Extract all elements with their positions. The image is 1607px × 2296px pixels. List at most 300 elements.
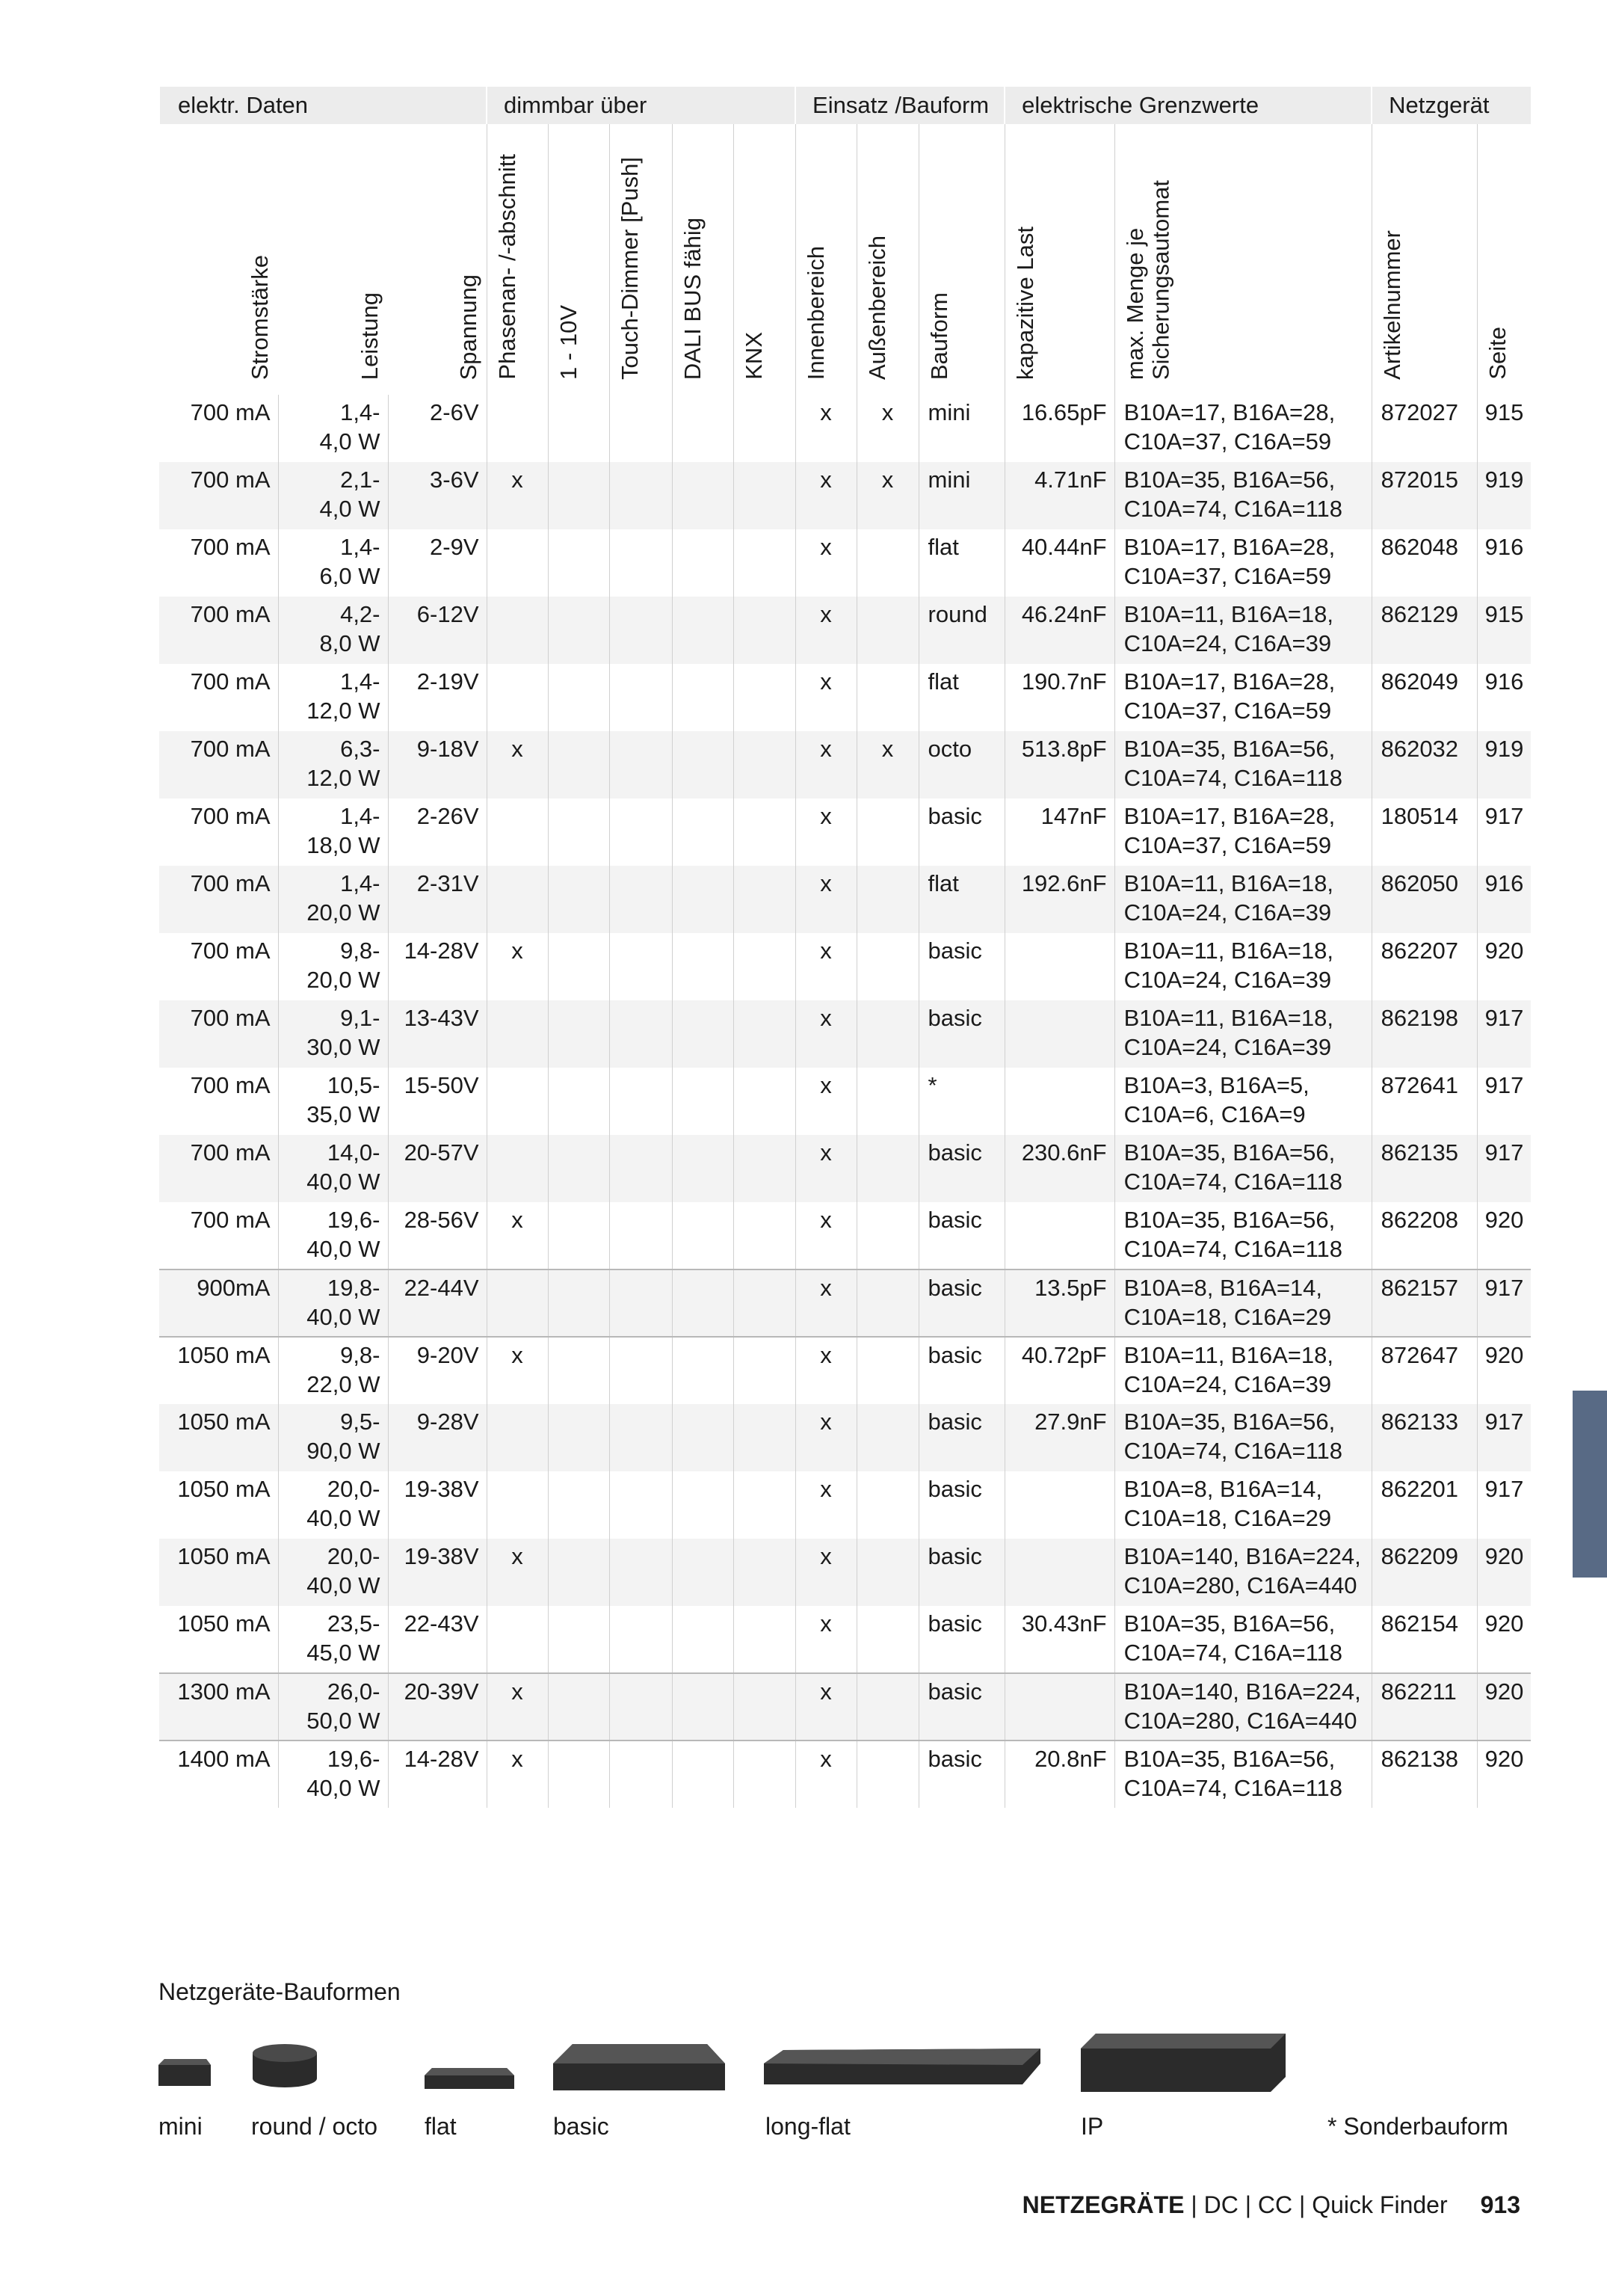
- cell-artikelnummer: 862209: [1372, 1539, 1477, 1606]
- cell-stromstaerke: 700 mA: [190, 668, 271, 695]
- cell-aussenbereich: [857, 1673, 919, 1741]
- cell-kapazitive-last: 40.72pF: [1005, 1337, 1114, 1404]
- table-row: [159, 1269, 1531, 1337]
- cell-touch-dimmer: [609, 1673, 672, 1741]
- col-header-seite: Seite: [1477, 124, 1531, 395]
- cell-artikelnummer: 862207: [1372, 933, 1477, 1000]
- cell-max-menge: B10A=140, B16A=224, C10A=280, C16A=440: [1114, 1539, 1372, 1606]
- cell-seite: 920: [1477, 1673, 1531, 1741]
- cell-stromstaerke: 1050 mA: [159, 1337, 278, 1404]
- cell-dali: [672, 1673, 733, 1741]
- cell-spannung: 2-19V: [388, 664, 487, 731]
- cell-aussenbereich: [857, 597, 919, 664]
- cell-knx: [733, 1135, 795, 1202]
- cell-phasenan: [487, 664, 548, 731]
- cell-stromstaerke: 700 mA: [190, 803, 271, 829]
- cell-seite: 917: [1477, 1404, 1531, 1471]
- cell-seite: 917: [1477, 1135, 1531, 1202]
- cell-max-menge: B10A=8, B16A=14, C10A=18, C16A=29: [1114, 1269, 1372, 1337]
- cell-kapazitive-last: 30.43nF: [1005, 1606, 1114, 1673]
- cell-spannung: 15-50V: [388, 1068, 487, 1135]
- cell-1-10v: [548, 1068, 609, 1135]
- cell-artikelnummer: 862138: [1372, 1741, 1477, 1808]
- cell-dali: [672, 798, 733, 866]
- cell-knx: [733, 1337, 795, 1404]
- cell-innenbereich: x: [795, 1404, 857, 1471]
- cell-max-menge: B10A=8, B16A=14, C10A=18, C16A=29: [1114, 1471, 1372, 1539]
- cell-seite: 915: [1477, 395, 1531, 462]
- cell-seite: 920: [1477, 1606, 1531, 1673]
- group-elektr-daten: elektr. Daten: [159, 87, 487, 124]
- cell-spannung: 9-18V: [388, 731, 487, 798]
- cell-seite: 916: [1477, 529, 1531, 597]
- basic-shape-icon: [553, 2043, 727, 2092]
- cell-innenbereich: x: [795, 1068, 857, 1135]
- cell-kapazitive-last: [1005, 933, 1114, 1000]
- col-header-phasenan: Phasenan- /-abschnitt: [487, 124, 548, 395]
- cell-stromstaerke: 700 mA: [190, 938, 271, 964]
- cell-kapazitive-last: 230.6nF: [1005, 1135, 1114, 1202]
- cell-dali: [672, 933, 733, 1000]
- cell-max-menge: B10A=35, B16A=56, C10A=74, C16A=118: [1114, 731, 1372, 798]
- cell-seite: 920: [1477, 1202, 1531, 1269]
- cell-aussenbereich: [857, 1337, 919, 1404]
- cell-leistung: 20,0- 40,0 W: [278, 1539, 388, 1606]
- cell-phasenan: [487, 395, 548, 462]
- cell-phasenan: x: [487, 1673, 548, 1741]
- cell-bauform: basic: [919, 1741, 1005, 1808]
- cell-stromstaerke: 700 mA: [190, 534, 271, 560]
- cell-artikelnummer: 872647: [1372, 1337, 1477, 1404]
- cell-spannung: 6-12V: [388, 597, 487, 664]
- cell-bauform: flat: [919, 664, 1005, 731]
- cell-aussenbereich: [857, 1606, 919, 1673]
- cell-max-menge: B10A=11, B16A=18, C10A=24, C16A=39: [1114, 597, 1372, 664]
- cell-max-menge: B10A=11, B16A=18, C10A=24, C16A=39: [1114, 1337, 1372, 1404]
- cell-stromstaerke: 700 mA: [190, 1139, 271, 1166]
- cell-innenbereich: x: [795, 1539, 857, 1606]
- cell-bauform: round: [919, 597, 1005, 664]
- table-row: [159, 664, 1531, 731]
- cell-phasenan: x: [487, 1202, 548, 1269]
- cell-artikelnummer: 862208: [1372, 1202, 1477, 1269]
- cell-phasenan: x: [487, 462, 548, 529]
- page-number: 913: [1480, 2191, 1520, 2218]
- long-flat-shape-icon: [764, 2047, 1042, 2086]
- cell-spannung: 14-28V: [388, 1741, 487, 1808]
- cell-artikelnummer: 180514: [1372, 798, 1477, 866]
- cell-spannung: 19-38V: [388, 1539, 487, 1606]
- cell-kapazitive-last: 16.65pF: [1005, 395, 1114, 462]
- cell-touch-dimmer: [609, 1404, 672, 1471]
- cell-artikelnummer: 862154: [1372, 1606, 1477, 1673]
- col-header-leistung: Leistung: [357, 292, 383, 380]
- cell-bauform: *: [919, 1068, 1005, 1135]
- cell-stromstaerke: 1050 mA: [177, 1543, 271, 1569]
- cell-max-menge: B10A=35, B16A=56, C10A=74, C16A=118: [1114, 1741, 1372, 1808]
- cell-spannung: 2-9V: [388, 529, 487, 597]
- cell-max-menge: B10A=35, B16A=56, C10A=74, C16A=118: [1114, 462, 1372, 529]
- cell-touch-dimmer: [609, 1337, 672, 1404]
- cell-spannung: 19-38V: [388, 1471, 487, 1539]
- cell-stromstaerke: 1400 mA: [159, 1741, 278, 1808]
- cell-leistung: 9,8- 22,0 W: [278, 1337, 388, 1404]
- cell-1-10v: [548, 1337, 609, 1404]
- cell-touch-dimmer: [609, 529, 672, 597]
- cell-leistung: 1,4- 20,0 W: [278, 866, 388, 933]
- cell-max-menge: B10A=17, B16A=28, C10A=37, C16A=59: [1114, 395, 1372, 462]
- cell-1-10v: [548, 664, 609, 731]
- table-row: [159, 597, 1531, 664]
- cell-1-10v: [548, 597, 609, 664]
- cell-kapazitive-last: [1005, 1068, 1114, 1135]
- cell-aussenbereich: [857, 866, 919, 933]
- label-mini: mini: [158, 2113, 203, 2140]
- cell-artikelnummer: 862201: [1372, 1471, 1477, 1539]
- cell-max-menge: B10A=11, B16A=18, C10A=24, C16A=39: [1114, 1000, 1372, 1068]
- cell-knx: [733, 798, 795, 866]
- cell-knx: [733, 1269, 795, 1337]
- table-row: [159, 1673, 1531, 1741]
- cell-knx: [733, 1539, 795, 1606]
- cell-artikelnummer: 862157: [1372, 1269, 1477, 1337]
- cell-knx: [733, 1673, 795, 1741]
- cell-leistung: 9,5- 90,0 W: [278, 1404, 388, 1471]
- quick-finder-table: [158, 87, 1531, 1808]
- cell-phasenan: [487, 529, 548, 597]
- table-row: [159, 1202, 1531, 1269]
- cell-touch-dimmer: [609, 1068, 672, 1135]
- cell-1-10v: [548, 1471, 609, 1539]
- cell-kapazitive-last: 27.9nF: [1005, 1404, 1114, 1471]
- col-header-max-menge: max. Menge je Sicherungsautomat: [1114, 124, 1372, 395]
- cell-knx: [733, 731, 795, 798]
- cell-max-menge: B10A=17, B16A=28, C10A=37, C16A=59: [1114, 664, 1372, 731]
- cell-touch-dimmer: [609, 1471, 672, 1539]
- table-row: [159, 1404, 1531, 1471]
- cell-kapazitive-last: 147nF: [1005, 798, 1114, 866]
- table-row: [159, 1471, 1531, 1539]
- cell-bauform: basic: [919, 1539, 1005, 1606]
- cell-artikelnummer: 862198: [1372, 1000, 1477, 1068]
- col-header-dali: DALI BUS fähig: [672, 124, 733, 395]
- cell-max-menge: B10A=11, B16A=18, C10A=24, C16A=39: [1114, 933, 1372, 1000]
- cell-stromstaerke: 1050 mA: [177, 1409, 271, 1435]
- cell-aussenbereich: [857, 798, 919, 866]
- cell-spannung: 2-6V: [388, 395, 487, 462]
- cell-knx: [733, 1068, 795, 1135]
- cell-innenbereich: x: [795, 1135, 857, 1202]
- cell-knx: [733, 1606, 795, 1673]
- cell-artikelnummer: 862050: [1372, 866, 1477, 933]
- cell-aussenbereich: [857, 529, 919, 597]
- cell-leistung: 19,6- 40,0 W: [278, 1741, 388, 1808]
- cell-leistung: 1,4- 6,0 W: [278, 529, 388, 597]
- table-row: [159, 731, 1531, 798]
- cell-spannung: 20-39V: [388, 1673, 487, 1741]
- cell-artikelnummer: 872027: [1372, 395, 1477, 462]
- cell-aussenbereich: [857, 1202, 919, 1269]
- cell-leistung: 26,0- 50,0 W: [278, 1673, 388, 1741]
- cell-1-10v: [548, 933, 609, 1000]
- cell-spannung: 28-56V: [388, 1202, 487, 1269]
- cell-knx: [733, 1202, 795, 1269]
- cell-spannung: 22-43V: [388, 1606, 487, 1673]
- cell-stromstaerke: 900mA: [159, 1269, 278, 1337]
- col-header-1-10v: 1 - 10V: [548, 124, 609, 395]
- cell-artikelnummer: 862048: [1372, 529, 1477, 597]
- cell-spannung: 22-44V: [388, 1269, 487, 1337]
- cell-1-10v: [548, 1135, 609, 1202]
- cell-phasenan: [487, 1068, 548, 1135]
- table-row: [159, 866, 1531, 933]
- cell-phasenan: [487, 798, 548, 866]
- cell-1-10v: [548, 1606, 609, 1673]
- cell-leistung: 19,8- 40,0 W: [278, 1269, 388, 1337]
- cell-dali: [672, 1606, 733, 1673]
- cell-1-10v: [548, 798, 609, 866]
- cell-kapazitive-last: 513.8pF: [1005, 731, 1114, 798]
- cell-touch-dimmer: [609, 1269, 672, 1337]
- cell-innenbereich: x: [795, 933, 857, 1000]
- cell-dali: [672, 1135, 733, 1202]
- cell-knx: [733, 1000, 795, 1068]
- cell-leistung: 1,4- 4,0 W: [278, 395, 388, 462]
- cell-1-10v: [548, 1000, 609, 1068]
- cell-aussenbereich: [857, 933, 919, 1000]
- cell-knx: [733, 1471, 795, 1539]
- cell-kapazitive-last: [1005, 1202, 1114, 1269]
- cell-stromstaerke: 700 mA: [190, 1005, 271, 1031]
- cell-1-10v: [548, 1269, 609, 1337]
- footer-category: NETZEGRÄTE: [1022, 2191, 1185, 2218]
- cell-seite: 919: [1477, 462, 1531, 529]
- cell-phasenan: x: [487, 1539, 548, 1606]
- cell-kapazitive-last: [1005, 1471, 1114, 1539]
- cell-innenbereich: x: [795, 1337, 857, 1404]
- cell-kapazitive-last: 20.8nF: [1005, 1741, 1114, 1808]
- cell-stromstaerke: 700 mA: [190, 467, 271, 493]
- cell-bauform: basic: [919, 1673, 1005, 1741]
- cell-spannung: 20-57V: [388, 1135, 487, 1202]
- cell-innenbereich: x: [795, 529, 857, 597]
- cell-aussenbereich: [857, 1471, 919, 1539]
- table-row: [159, 933, 1531, 1000]
- col-header-artikelnummer: Artikelnummer: [1372, 124, 1477, 395]
- cell-touch-dimmer: [609, 1539, 672, 1606]
- cell-leistung: 20,0- 40,0 W: [278, 1471, 388, 1539]
- table-row: [159, 1000, 1531, 1068]
- cell-knx: [733, 664, 795, 731]
- cell-seite: 916: [1477, 664, 1531, 731]
- cell-knx: [733, 933, 795, 1000]
- cell-knx: [733, 866, 795, 933]
- table-body: [159, 395, 1531, 1808]
- cell-leistung: 14,0- 40,0 W: [278, 1135, 388, 1202]
- cell-leistung: 1,4- 12,0 W: [278, 664, 388, 731]
- cell-bauform: basic: [919, 933, 1005, 1000]
- cell-leistung: 10,5- 35,0 W: [278, 1068, 388, 1135]
- cell-aussenbereich: x: [857, 462, 919, 529]
- flat-shape-icon: [425, 2066, 516, 2090]
- cell-artikelnummer: 862133: [1372, 1404, 1477, 1471]
- col-header-spannung: Spannung: [454, 274, 481, 380]
- cell-artikelnummer: 862049: [1372, 664, 1477, 731]
- cell-seite: 920: [1477, 1337, 1531, 1404]
- cell-spannung: 9-20V: [388, 1337, 487, 1404]
- cell-aussenbereich: [857, 1135, 919, 1202]
- cell-bauform: flat: [919, 529, 1005, 597]
- cell-touch-dimmer: [609, 731, 672, 798]
- cell-stromstaerke: 700 mA: [190, 601, 271, 627]
- group-einsatz: Einsatz /Bauform: [795, 87, 1005, 124]
- cell-1-10v: [548, 1539, 609, 1606]
- cell-1-10v: [548, 731, 609, 798]
- cell-dali: [672, 731, 733, 798]
- col-header-knx: KNX: [733, 124, 795, 395]
- cell-dali: [672, 1337, 733, 1404]
- cell-phasenan: [487, 1000, 548, 1068]
- cell-innenbereich: x: [795, 731, 857, 798]
- table-row: [159, 1606, 1531, 1673]
- cell-leistung: 1,4- 18,0 W: [278, 798, 388, 866]
- cell-1-10v: [548, 395, 609, 462]
- cell-innenbereich: x: [795, 1000, 857, 1068]
- col-header-kapazitive-last: kapazitive Last: [1005, 124, 1114, 395]
- cell-seite: 920: [1477, 1741, 1531, 1808]
- cell-touch-dimmer: [609, 1000, 672, 1068]
- cell-knx: [733, 462, 795, 529]
- cell-bauform: basic: [919, 1269, 1005, 1337]
- cell-bauform: basic: [919, 1471, 1005, 1539]
- cell-dali: [672, 1068, 733, 1135]
- cell-bauform: basic: [919, 1202, 1005, 1269]
- col-header-bauform: Bauform: [919, 124, 1005, 395]
- cell-kapazitive-last: 40.44nF: [1005, 529, 1114, 597]
- cell-leistung: 9,1- 30,0 W: [278, 1000, 388, 1068]
- ip-shape-icon: [1081, 2032, 1287, 2093]
- cell-aussenbereich: [857, 1741, 919, 1808]
- cell-bauform: basic: [919, 1000, 1005, 1068]
- cell-1-10v: [548, 462, 609, 529]
- cell-stromstaerke: 700 mA: [190, 870, 271, 896]
- cell-phasenan: x: [487, 731, 548, 798]
- cell-dali: [672, 1471, 733, 1539]
- cell-knx: [733, 1741, 795, 1808]
- column-header-row: [159, 124, 1531, 395]
- cell-touch-dimmer: [609, 1741, 672, 1808]
- cell-spannung: 3-6V: [388, 462, 487, 529]
- cell-kapazitive-last: 190.7nF: [1005, 664, 1114, 731]
- cell-dali: [672, 664, 733, 731]
- cell-kapazitive-last: [1005, 1673, 1114, 1741]
- cell-artikelnummer: 862129: [1372, 597, 1477, 664]
- cell-phasenan: x: [487, 933, 548, 1000]
- cell-innenbereich: x: [795, 1606, 857, 1673]
- cell-innenbereich: x: [795, 597, 857, 664]
- cell-phasenan: [487, 597, 548, 664]
- cell-max-menge: B10A=35, B16A=56, C10A=74, C16A=118: [1114, 1202, 1372, 1269]
- cell-innenbereich: x: [795, 866, 857, 933]
- cell-bauform: octo: [919, 731, 1005, 798]
- cell-touch-dimmer: [609, 395, 672, 462]
- col-header-innenbereich: Innenbereich: [795, 124, 857, 395]
- cell-leistung: 23,5- 45,0 W: [278, 1606, 388, 1673]
- cell-kapazitive-last: [1005, 1539, 1114, 1606]
- cell-innenbereich: x: [795, 1471, 857, 1539]
- cell-seite: 920: [1477, 933, 1531, 1000]
- cell-aussenbereich: x: [857, 395, 919, 462]
- cell-spannung: 14-28V: [388, 933, 487, 1000]
- cell-seite: 917: [1477, 798, 1531, 866]
- cell-knx: [733, 395, 795, 462]
- table-row: [159, 1539, 1531, 1606]
- cell-bauform: mini: [919, 462, 1005, 529]
- cell-aussenbereich: [857, 1404, 919, 1471]
- cell-stromstaerke: 1300 mA: [159, 1673, 278, 1741]
- cell-touch-dimmer: [609, 664, 672, 731]
- cell-bauform: basic: [919, 1135, 1005, 1202]
- cell-dali: [672, 1741, 733, 1808]
- cell-leistung: 19,6- 40,0 W: [278, 1202, 388, 1269]
- cell-touch-dimmer: [609, 462, 672, 529]
- cell-knx: [733, 597, 795, 664]
- cell-touch-dimmer: [609, 866, 672, 933]
- cell-max-menge: B10A=17, B16A=28, C10A=37, C16A=59: [1114, 529, 1372, 597]
- cell-aussenbereich: [857, 1068, 919, 1135]
- cell-touch-dimmer: [609, 1202, 672, 1269]
- cell-seite: 917: [1477, 1471, 1531, 1539]
- cell-1-10v: [548, 1404, 609, 1471]
- cell-max-menge: B10A=35, B16A=56, C10A=74, C16A=118: [1114, 1135, 1372, 1202]
- cell-seite: 915: [1477, 597, 1531, 664]
- cell-stromstaerke: 700 mA: [190, 1072, 271, 1098]
- cell-max-menge: B10A=35, B16A=56, C10A=74, C16A=118: [1114, 1404, 1372, 1471]
- footer-breadcrumb: | DC | CC | Quick Finder: [1184, 2191, 1448, 2218]
- cell-spannung: 9-28V: [388, 1404, 487, 1471]
- label-flat: flat: [425, 2113, 457, 2140]
- group-dimmbar: dimmbar über: [487, 87, 795, 124]
- cell-phasenan: [487, 1269, 548, 1337]
- cell-dali: [672, 1202, 733, 1269]
- chapter-tab-marker: [1573, 1391, 1607, 1578]
- cell-touch-dimmer: [609, 1135, 672, 1202]
- cell-dali: [672, 395, 733, 462]
- table-row: [159, 529, 1531, 597]
- cell-knx: [733, 1404, 795, 1471]
- cell-leistung: 6,3- 12,0 W: [278, 731, 388, 798]
- label-basic: basic: [553, 2113, 609, 2140]
- cell-1-10v: [548, 529, 609, 597]
- cell-spannung: 2-26V: [388, 798, 487, 866]
- cell-max-menge: B10A=3, B16A=5, C10A=6, C16A=9: [1114, 1068, 1372, 1135]
- cell-dali: [672, 529, 733, 597]
- round-octo-shape-icon: [251, 2043, 318, 2089]
- cell-leistung: 9,8- 20,0 W: [278, 933, 388, 1000]
- cell-seite: 917: [1477, 1000, 1531, 1068]
- cell-seite: 917: [1477, 1269, 1531, 1337]
- col-header-aussenbereich: Außenbereich: [857, 124, 919, 395]
- table-row: [159, 798, 1531, 866]
- cell-stromstaerke: 1050 mA: [177, 1610, 271, 1637]
- cell-artikelnummer: 862135: [1372, 1135, 1477, 1202]
- table-row: [159, 1741, 1531, 1808]
- cell-phasenan: [487, 1606, 548, 1673]
- label-round-octo: round / octo: [251, 2113, 377, 2140]
- cell-stromstaerke: 1050 mA: [177, 1476, 271, 1502]
- cell-dali: [672, 1404, 733, 1471]
- cell-max-menge: B10A=11, B16A=18, C10A=24, C16A=39: [1114, 866, 1372, 933]
